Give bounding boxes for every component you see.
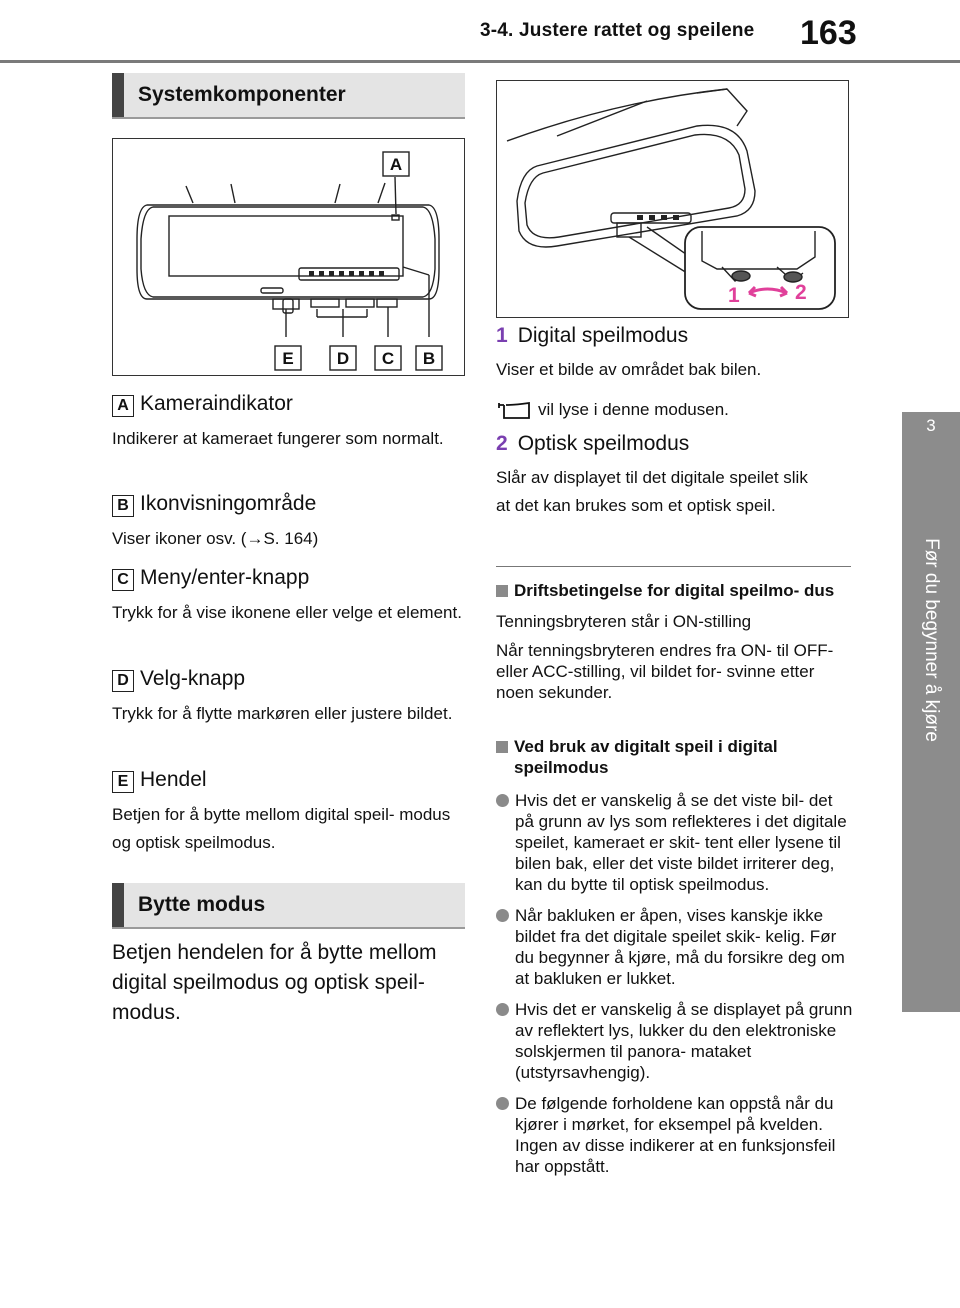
chapter-tab-number: 3 [926, 416, 936, 435]
mode-number: 1 [496, 324, 508, 347]
item-letter: C [112, 569, 134, 591]
item-letter: B [112, 495, 134, 517]
list-item [496, 790, 856, 895]
list-item-text: De følgende forholdene kan oppstå når du kjører i mørket, for eksempel på kvelden. Ingen av disse indikerer at en funksjonsfeil har oppstått. [515, 1094, 836, 1176]
section-rule [112, 927, 465, 929]
indicator-line [496, 396, 856, 424]
section-title: Systemkomponenter [138, 83, 346, 106]
mode-2 [496, 432, 856, 520]
section-body: Betjen hendelen for å bytte mellom digital speilmodus og optisk speil- modus. [112, 941, 437, 1024]
bullet-dot-icon [496, 909, 509, 922]
bullet-dot-icon [496, 794, 509, 807]
camera-indicator-icon [496, 400, 532, 420]
item-description: Viser ikoner osv. (→S. 164) [112, 528, 319, 548]
square-bullet-icon [496, 741, 508, 753]
block-heading-row [496, 736, 856, 778]
item-c [112, 566, 462, 627]
section-header-bytte-modus [112, 883, 465, 927]
item-description: Trykk for å flytte markøren eller justere bildet. [112, 703, 453, 723]
section-rule [112, 117, 465, 119]
block-heading: Ved bruk av digitalt speil i digital speilmodus [514, 737, 778, 777]
digital-mirror-notes-block [496, 736, 856, 1177]
mode-lever-figure [496, 80, 849, 318]
item-d [112, 667, 462, 728]
mode-title: Digital speilmodus [517, 324, 689, 347]
item-title: Kameraindikator [140, 392, 293, 415]
item-title: Ikonvisningområde [140, 492, 317, 515]
mode-title: Optisk speilmodus [517, 432, 690, 455]
list-item-text: Når bakluken er åpen, vises kanskje ikke bildet fra det digitale speilet skik- kelig. Før du begynner å kjøre, må du forsikre deg om at bakluken er lukket. [515, 906, 845, 988]
chapter-tab-title: Før du begynner å kjøre [921, 538, 942, 742]
page-number: 163 [800, 14, 857, 52]
item-title: Velg-knapp [140, 667, 246, 690]
item-description: Indikerer at kameraet fungerer som normalt. [112, 428, 444, 448]
callout-e: E [282, 349, 294, 368]
list-item [496, 999, 856, 1083]
list-item-text: Hvis det er vanskelig å se displayet på grunn av reflektert lys, lukker du den elektroniske solskjermen til panora- mataket (utstyrsavhengig). [515, 1000, 853, 1082]
block-heading: Driftsbetingelse for digital speilmo- dus [514, 581, 835, 600]
callout-a: A [389, 155, 403, 174]
section-header-systemkomponenter [112, 73, 465, 117]
mode-description: Slår av displayet til det digitale speilet slik at det kan brukes som et optisk speil. [496, 468, 808, 515]
divider [496, 566, 851, 567]
mode-1 [496, 324, 856, 424]
callout-d: D [336, 349, 350, 368]
item-a [112, 392, 462, 453]
lever-label-1: 1 [728, 284, 740, 307]
item-description: Trykk for å vise ikonene eller velge et element. [112, 602, 462, 622]
block-paragraph: Tenningsbryteren står i ON-stilling [496, 612, 752, 631]
header-rule [0, 60, 960, 63]
callout-c: C [381, 349, 395, 368]
lever-label-2: 2 [795, 281, 807, 304]
item-title: Meny/enter-knapp [140, 566, 310, 589]
list-item [496, 905, 856, 989]
item-title: Hendel [140, 768, 207, 791]
mirror-components-figure [112, 138, 465, 376]
square-bullet-icon [496, 585, 508, 597]
lever-illustration [497, 81, 848, 317]
operating-conditions-block [496, 580, 856, 703]
section-title: Bytte modus [138, 893, 266, 916]
item-letter: E [112, 771, 134, 793]
callout-b: B [422, 349, 436, 368]
list-item-text: Hvis det er vanskelig å se det viste bil- det på grunn av lys som reflekteres i det digitale speilet, kameraet er skit- tent eller lysene til bilen bak, eller det viste bildet irriterer deg, kan du bytte til optisk speilmodus. [515, 791, 847, 894]
list-item [496, 1093, 856, 1177]
item-letter: D [112, 670, 134, 692]
mode-number: 2 [496, 432, 508, 455]
item-description: Betjen for å bytte mellom digital speil- modus og optisk speilmodus. [112, 804, 451, 852]
item-b [112, 492, 462, 553]
item-e [112, 768, 462, 857]
bullet-dot-icon [496, 1003, 509, 1016]
block-paragraph: Når tenningsbryteren endres fra ON- til OFF- eller ACC-stilling, vil bildet for- svinne etter noen sekunder. [496, 641, 834, 702]
mode-description: Viser et bilde av området bak bilen. [496, 360, 762, 379]
item-letter: A [112, 395, 134, 417]
indicator-text: vil lyse i denne modusen. [538, 400, 729, 419]
block-heading-row [496, 580, 856, 601]
mirror-illustration [113, 139, 464, 375]
bullet-dot-icon [496, 1097, 509, 1110]
running-header-section: 3-4. Justere rattet og speilene [480, 20, 755, 41]
